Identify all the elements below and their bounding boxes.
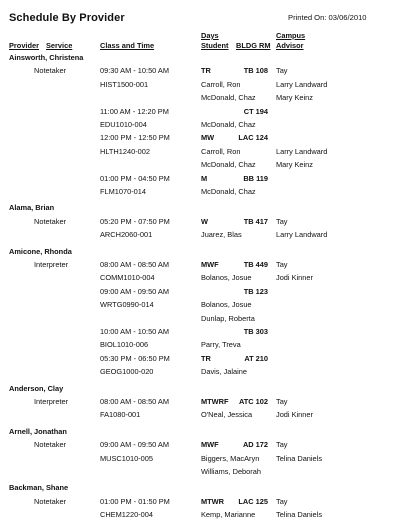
service-type: Notetaker — [34, 496, 67, 506]
student-name: Dunlap, Roberta — [201, 313, 255, 323]
class-time: 10:00 AM - 10:50 AM — [100, 327, 170, 336]
student-name: Carroll, Ron — [201, 146, 241, 156]
printed-on-date: Printed On: 03/06/2010 — [288, 13, 367, 22]
student-name: Carroll, Ron — [201, 79, 241, 89]
bldg-room: AD 172 — [242, 440, 268, 450]
student-name: O'Neal, Jessica — [201, 410, 253, 420]
advisor-name: Larry Landward — [276, 230, 328, 240]
header-student: Student — [201, 41, 229, 50]
service-type: Interpreter — [34, 260, 69, 269]
advisor-name: Larry Landward — [276, 146, 328, 156]
course-section: COMM1010-004 — [100, 273, 155, 283]
provider-name: Anderson, Clay — [9, 383, 64, 393]
student-name: Juarez, Blas — [201, 230, 242, 240]
advisor-name: Mary Keinz — [276, 93, 313, 103]
class-time: 09:00 AM - 09:50 AM — [100, 286, 170, 296]
student-name: Williams, Deborah — [201, 467, 261, 476]
provider-name: Alama, Brian — [9, 203, 55, 213]
advisor-name: Telina Daniels — [276, 453, 323, 463]
bldg-room: ATC 102 — [238, 397, 268, 406]
class-days: W — [201, 216, 208, 226]
course-section: GEOG1000-020 — [100, 367, 154, 377]
class-time: 11:00 AM - 12:20 PM — [100, 106, 169, 116]
class-days: MTWRF — [201, 397, 229, 406]
provider-name: Ainsworth, Christena — [9, 53, 84, 62]
course-section: FA1080-001 — [100, 410, 141, 420]
header-bldg-rm: BLDG RM — [236, 41, 271, 50]
class-time: 01:00 PM - 04:50 PM — [100, 173, 170, 183]
header-service: Service — [46, 41, 73, 50]
header-days: Days — [201, 31, 219, 40]
provider-name: Amicone, Rhonda — [9, 246, 72, 256]
class-time: 05:30 PM - 06:50 PM — [100, 353, 170, 363]
class-days: TR — [201, 353, 211, 363]
service-type: Notetaker — [34, 440, 67, 450]
class-time: 12:00 PM - 12:50 PM — [100, 133, 170, 143]
header-advisor: Advisor — [276, 41, 304, 50]
campus: Tay — [276, 496, 288, 506]
class-time: 09:00 AM - 09:50 AM — [100, 440, 170, 450]
student-name: Bolanos, Josue — [201, 273, 252, 283]
advisor-name: Larry Landward — [276, 79, 328, 89]
bldg-room: TB 108 — [243, 66, 268, 76]
bldg-room: TB 449 — [243, 260, 268, 269]
campus: Tay — [276, 260, 288, 269]
course-section: EDU1010-004 — [100, 120, 147, 129]
student-name: Kemp, Marianne — [201, 510, 256, 519]
advisor-name: Telina Daniels — [276, 510, 323, 519]
campus: Tay — [276, 66, 288, 76]
header-provider: Provider — [9, 41, 39, 50]
service-type: Interpreter — [34, 397, 69, 406]
student-name: Biggers, MacAryn — [201, 453, 260, 463]
bldg-room: LAC 125 — [238, 496, 268, 506]
class-time: 08:00 AM - 08:50 AM — [100, 260, 170, 269]
course-section: MUSC1010-005 — [100, 453, 153, 463]
course-section: ARCH2060-001 — [100, 230, 153, 240]
class-days: TR — [201, 66, 211, 76]
bldg-room: LAC 124 — [238, 133, 268, 143]
class-days: MW — [201, 133, 215, 143]
student-name: McDonald, Chaz — [201, 187, 256, 196]
course-section: HIST1500-001 — [100, 79, 149, 89]
class-days: MWF — [201, 440, 219, 450]
class-time: 08:00 AM - 08:50 AM — [100, 397, 170, 406]
campus: Tay — [276, 216, 288, 226]
service-type: Notetaker — [34, 216, 67, 226]
bldg-room: TB 303 — [243, 327, 268, 336]
campus: Tay — [276, 440, 288, 450]
advisor-name: Mary Keinz — [276, 160, 313, 170]
course-section: WRTG0990-014 — [100, 300, 154, 310]
campus: Tay — [276, 397, 288, 406]
class-time: 01:00 PM - 01:50 PM — [100, 496, 170, 506]
student-name: Parry, Treva — [201, 340, 241, 350]
class-time: 05:20 PM - 07:50 PM — [100, 216, 170, 226]
service-type: Notetaker — [34, 66, 67, 76]
class-days: M — [201, 173, 208, 183]
course-section: FLM1070-014 — [100, 187, 147, 196]
header-campus: Campus — [276, 31, 306, 40]
class-days: MTWR — [201, 496, 224, 506]
student-name: McDonald, Chaz — [201, 120, 256, 129]
bldg-room: CT 194 — [243, 106, 268, 116]
student-name: McDonald, Chaz — [201, 160, 256, 170]
course-section: HLTH1240-002 — [100, 146, 150, 156]
provider-name: Backman, Shane — [9, 483, 69, 493]
bldg-room: TB 123 — [243, 286, 268, 296]
student-name: Bolanos, Josue — [201, 300, 252, 310]
student-name: McDonald, Chaz — [201, 93, 256, 103]
course-section: CHEM1220-004 — [100, 510, 153, 519]
course-section: BIOL1010-006 — [100, 340, 149, 350]
bldg-room: TB 417 — [243, 216, 268, 226]
class-days: MWF — [201, 260, 219, 269]
provider-name: Arnell, Jonathan — [9, 426, 67, 436]
report-title: Schedule By Provider — [9, 12, 125, 24]
student-name: Davis, Jalaine — [201, 367, 248, 377]
header-class-and-time: Class and Time — [100, 41, 155, 50]
bldg-room: BB 119 — [243, 173, 268, 183]
class-time: 09:30 AM - 10:50 AM — [100, 66, 170, 76]
advisor-name: Jodi Kinner — [276, 273, 313, 283]
bldg-room: AT 210 — [244, 353, 268, 363]
advisor-name: Jodi Kinner — [276, 410, 313, 420]
